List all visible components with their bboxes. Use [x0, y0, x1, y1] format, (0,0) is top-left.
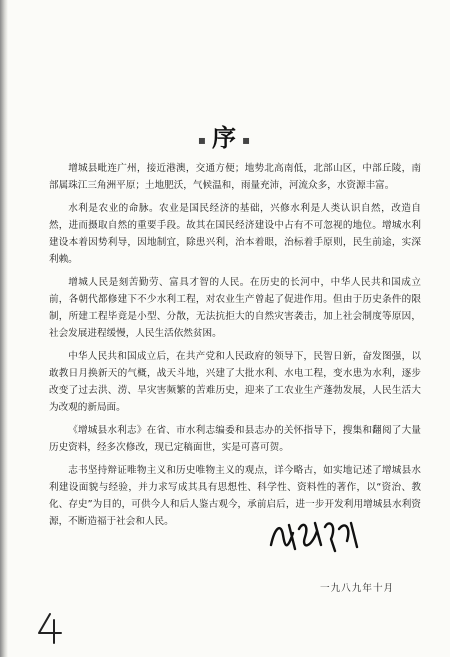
handwritten-page-number	[34, 610, 66, 646]
paragraph-5: 《增城县水利志》在省、市水利志编委和县志办的关怀指导下，搜集和翻阅了大量历史资料，经多次修改，现已定稿面世，实是可喜可贺。	[49, 425, 421, 453]
preface-title	[0, 118, 450, 153]
paragraph-3: 增城人民是刻苦勤劳、富具才智的人民。在历史的长河中，中华人民共和国成立前，各朝代都修建下不少水利工程，对农业生产曾起了促进作用。但由于历史条件的限制，所建工程毕竟是小型、分散，无法抗拒大的自然灾害袭击，加上社会制度等原因，社会发展进程缓慢，人民生活依然贫困。	[49, 277, 421, 339]
paragraph-6: 志书坚持辩证唯物主义和历史唯物主义的观点，详今略古，如实地记述了增城县水利建设面貌与经验，并力求写成其具有思想性、科学性、资料性的著作，以“资治、教化、存史”为目的，可供今人和后人鉴古观今，承前启后，进一步开发利用增城县水利资源，不断造福于社会和人民。	[49, 465, 421, 527]
scan-shadow	[0, 0, 8, 657]
handwritten-signature	[265, 515, 365, 557]
paragraph-4: 中华人民共和国成立后，在共产党和人民政府的领导下，民智日新，奋发图强，以敢教日月换新天的气概，战天斗地，兴建了大批水利、水电工程，变水患为水利，逐步改变了过去洪、涝、旱灾害频繁的苦难历史，迎来了工农业生产蓬勃发展，人民生活大为改观的新局面。	[49, 351, 421, 413]
paragraph-1: 增城县毗连广州，接近港澳，交通方便；地势北高南低，北部山区，中部丘陵，南部属珠江三角洲平原；土地肥沃，气候温和，雨量充沛，河流众多，水资源丰富。	[49, 163, 421, 191]
title-bracket-left-icon: ▪	[197, 132, 208, 147]
paragraph-2: 水利是农业的命脉。农业是国民经济的基础，兴修水利是人类认识自然，改造自然，进而摄取自然的重要手段。故其在国民经济建设中占有不可忽视的地位。增城水利建设本着因势利导，因地制宜，除患兴利，治本着眼，治标着手原则，民生前途，实深利赖。	[49, 203, 421, 265]
title-text: 序	[212, 123, 238, 152]
title-bracket-right-icon: ▪	[242, 132, 253, 147]
preface-date: 一九八九年十月	[320, 583, 395, 594]
preface-body	[49, 160, 421, 536]
